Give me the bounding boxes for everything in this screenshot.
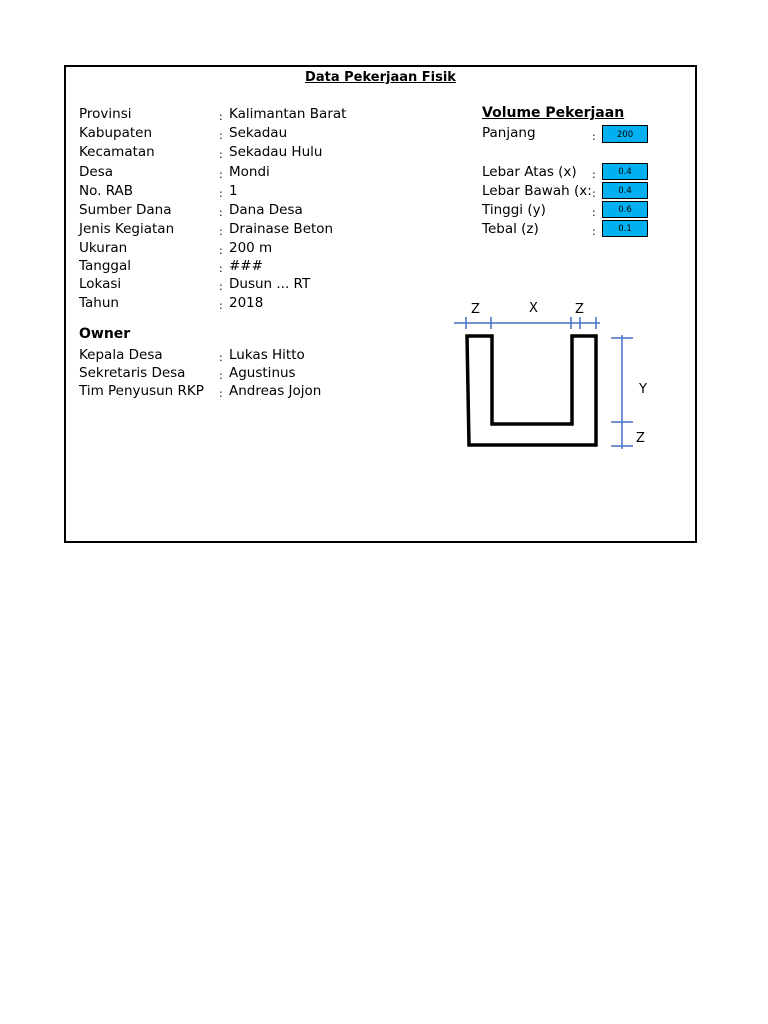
volume-label-tinggi: Tinggi (y) (482, 202, 546, 218)
volume-heading: Volume Pekerjaan (482, 105, 625, 121)
field-label-provinsi: Provinsi (79, 106, 132, 122)
volume-value-lebar-bawah[interactable]: 0.4 (602, 182, 648, 199)
volume-label-panjang: Panjang (482, 125, 536, 141)
field-colon: : (219, 225, 223, 238)
field-colon: : (219, 187, 223, 200)
field-value-tanggal: ### (229, 258, 263, 274)
volume-value-tinggi[interactable]: 0.6 (602, 201, 648, 218)
volume-value-panjang[interactable]: 200 (602, 125, 648, 143)
label-z-left: Z (471, 302, 480, 317)
field-colon: : (219, 244, 223, 257)
field-colon: : (219, 369, 223, 382)
field-value-jenis-kegiatan: Drainase Beton (229, 221, 334, 237)
label-y-side: Y (639, 382, 647, 397)
page-title: Data Pekerjaan Fisik (305, 70, 456, 85)
field-colon: : (592, 225, 596, 238)
field-label-tahun: Tahun (79, 295, 119, 311)
field-value-sumber-dana: Dana Desa (229, 202, 303, 218)
data-sheet (64, 65, 697, 543)
field-value-desa: Mondi (229, 164, 270, 180)
owner-label-tim-penyusun: Tim Penyusun RKP (79, 383, 204, 399)
field-colon: : (219, 280, 223, 293)
field-value-kecamatan: Sekadau Hulu (229, 144, 323, 160)
field-colon: : (592, 130, 596, 143)
field-value-no-rab: 1 (229, 183, 238, 199)
u-channel-diagram (66, 67, 695, 541)
field-label-kabupaten: Kabupaten (79, 125, 153, 141)
owner-label-kepala-desa: Kepala Desa (79, 347, 163, 363)
field-colon: : (219, 129, 223, 142)
owner-value-kepala-desa: Lukas Hitto (229, 347, 305, 363)
volume-label-lebar-bawah: Lebar Bawah (x: (482, 183, 592, 199)
owner-heading: Owner (79, 326, 131, 342)
volume-label-lebar-atas: Lebar Atas (x) (482, 164, 577, 180)
field-colon: : (219, 387, 223, 400)
field-colon: : (592, 168, 596, 181)
field-value-kabupaten: Sekadau (229, 125, 288, 141)
field-value-lokasi: Dusun ... RT (229, 276, 311, 292)
field-value-ukuran: 200 m (229, 240, 273, 256)
field-label-lokasi: Lokasi (79, 276, 122, 292)
field-label-desa: Desa (79, 164, 114, 180)
field-label-sumber-dana: Sumber Dana (79, 202, 172, 218)
label-z-right: Z (575, 302, 584, 317)
volume-label-tebal: Tebal (z) (482, 221, 539, 237)
field-colon: : (219, 206, 223, 219)
volume-value-lebar-atas[interactable]: 0.4 (602, 163, 648, 180)
field-colon: : (219, 299, 223, 312)
owner-label-sekretaris-desa: Sekretaris Desa (79, 365, 186, 381)
field-colon: : (219, 168, 223, 181)
label-z-bottom: Z (636, 431, 645, 446)
owner-value-sekretaris-desa: Agustinus (229, 365, 296, 381)
field-value-tahun: 2018 (229, 295, 264, 311)
label-x-top: X (529, 301, 538, 316)
u-channel-shape (467, 336, 596, 445)
field-colon: : (592, 187, 596, 200)
field-colon: : (219, 351, 223, 364)
volume-value-tebal[interactable]: 0.1 (602, 220, 648, 237)
field-colon: : (219, 110, 223, 123)
field-label-jenis-kegiatan: Jenis Kegiatan (79, 221, 175, 237)
field-colon: : (219, 262, 223, 275)
field-label-no-rab: No. RAB (79, 183, 134, 199)
field-label-ukuran: Ukuran (79, 240, 128, 256)
field-label-kecamatan: Kecamatan (79, 144, 155, 160)
field-colon: : (592, 206, 596, 219)
field-label-tanggal: Tanggal (79, 258, 132, 274)
field-value-provinsi: Kalimantan Barat (229, 106, 347, 122)
field-colon: : (219, 148, 223, 161)
owner-value-tim-penyusun: Andreas Jojon (229, 383, 322, 399)
